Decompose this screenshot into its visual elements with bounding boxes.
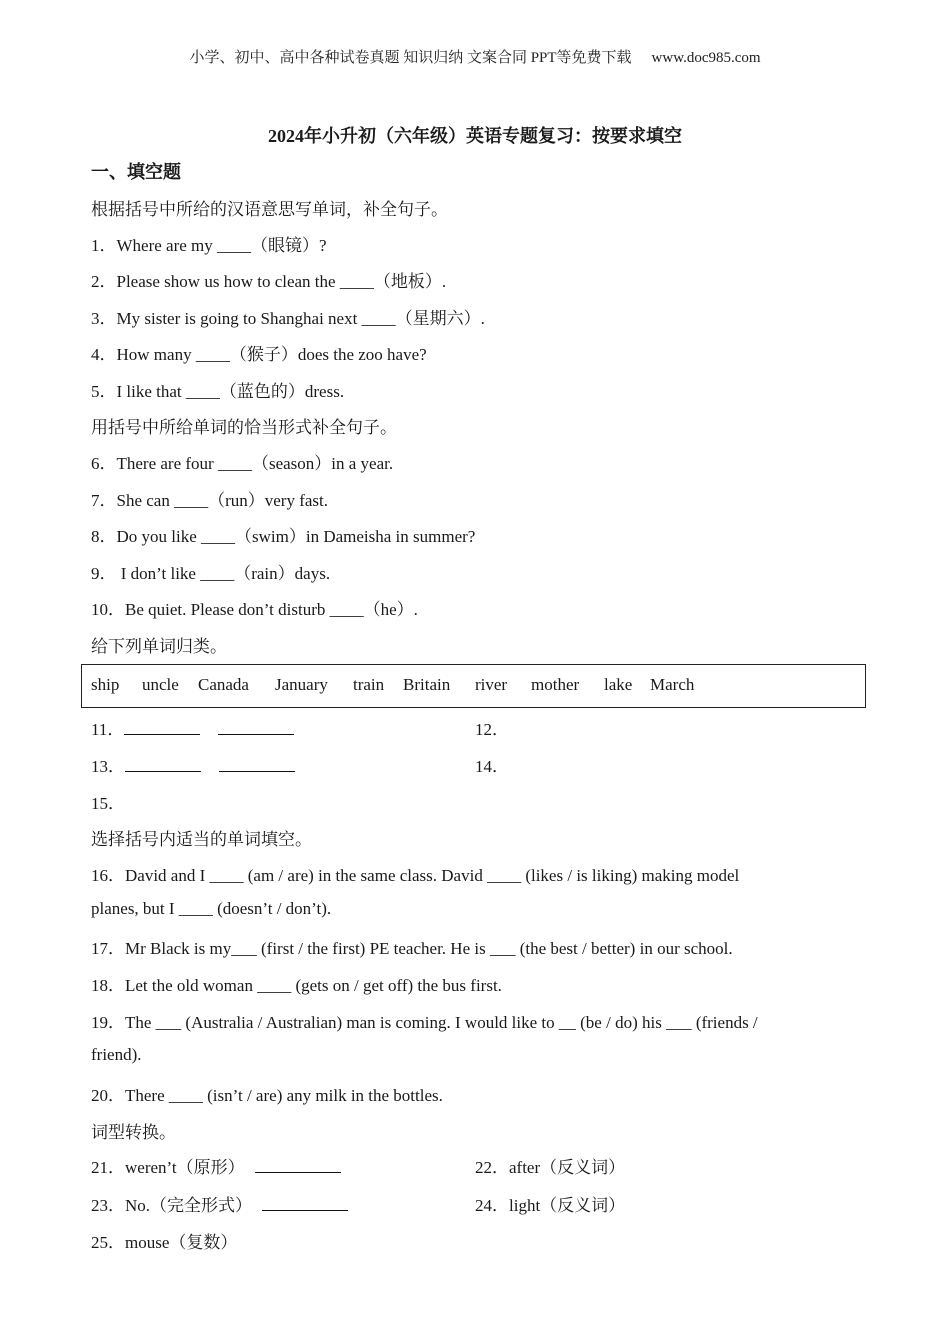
question-24: 24．light（反义词） xyxy=(475,1196,626,1215)
question-3: 3．My sister is going to Shanghai next ____（星期六）. xyxy=(91,309,485,328)
instruction-a: 根据括号中所给的汉语意思写单词，补全句子。 xyxy=(91,200,448,219)
header-text: 小学、初中、高中各种试卷真题 知识归纳 文案合同 PPT等免费下载 xyxy=(189,50,632,66)
word-item: river xyxy=(475,675,508,694)
word-item: Britain xyxy=(403,675,451,694)
word-item: lake xyxy=(604,675,633,694)
instruction-b: 用括号中所给单词的恰当形式补全句子。 xyxy=(91,418,397,437)
section-heading: 一、填空题 xyxy=(91,162,181,182)
question-23 xyxy=(91,1191,348,1216)
question-10: 10．Be quiet. Please don’t disturb ____（he）. xyxy=(91,600,418,619)
word-item: March xyxy=(650,675,695,694)
question-16-cont: planes, but I ____ (doesn’t / don’t). xyxy=(91,899,332,918)
instruction-c: 给下列单词归类。 xyxy=(91,637,227,656)
header-url: www.doc985.com xyxy=(651,50,761,66)
question-7: 7．She can ____（run）very fast. xyxy=(91,491,329,510)
question-2: 2．Please show us how to clean the ____（地板）. xyxy=(91,272,447,291)
question-number: 13． xyxy=(91,757,125,776)
word-item: uncle xyxy=(142,675,179,694)
question-9: 9． I don’t like ____（rain）days. xyxy=(91,564,331,583)
question-4: 4．How many ____（猴子）does the zoo have? xyxy=(91,345,427,364)
question-16: 16．David and I ____ (am / are) in the same class. David ____ (likes / is liking) making model xyxy=(91,866,740,885)
answer-blank[interactable] xyxy=(262,1196,348,1211)
question-text: 23．No.（完全形式） xyxy=(91,1196,253,1215)
question-25: 25．mouse（复数） xyxy=(91,1233,238,1252)
answer-blank[interactable] xyxy=(255,1158,341,1173)
question-8: 8．Do you like ____（swim）in Dameisha in summer? xyxy=(91,527,476,546)
word-item: January xyxy=(275,675,328,694)
question-17: 17．Mr Black is my___ (first / the first) PE teacher. He is ___ (the best / better) in our school. xyxy=(91,939,733,958)
page-header xyxy=(0,46,950,67)
question-19-cont: friend). xyxy=(91,1045,142,1064)
question-6: 6．There are four ____（season）in a year. xyxy=(91,454,394,473)
classify-13 xyxy=(91,752,295,777)
question-text: 21．weren’t（原形） xyxy=(91,1158,245,1177)
classify-15: 15． xyxy=(91,794,125,813)
document-title: 2024年小升初（六年级）英语专题复习：按要求填空 xyxy=(268,126,682,146)
word-item: mother xyxy=(531,675,580,694)
question-number: 11． xyxy=(91,720,125,739)
answer-blank[interactable] xyxy=(124,720,200,735)
answer-blank[interactable] xyxy=(218,720,294,735)
question-1: 1．Where are my ____（眼镜）? xyxy=(91,236,327,255)
word-item: Canada xyxy=(198,675,249,694)
question-5: 5．I like that ____（蓝色的）dress. xyxy=(91,382,345,401)
question-22: 22．after（反义词） xyxy=(475,1158,626,1177)
word-box xyxy=(81,664,866,708)
question-19: 19．The ___ (Australia / Australian) man is coming. I would like to __ (be / do) his ___ (friends / xyxy=(91,1013,758,1032)
question-21 xyxy=(91,1153,341,1178)
question-18: 18．Let the old woman ____ (gets on / get off) the bus first. xyxy=(91,976,502,995)
answer-blank[interactable] xyxy=(219,757,295,772)
classify-12: 12． xyxy=(475,720,509,739)
classify-11 xyxy=(91,715,294,740)
classify-14: 14． xyxy=(475,757,509,776)
instruction-e: 词型转换。 xyxy=(91,1123,176,1142)
word-item: train xyxy=(353,675,385,694)
question-20: 20．There ____ (isn’t / are) any milk in the bottles. xyxy=(91,1086,443,1105)
instruction-d: 选择括号内适当的单词填空。 xyxy=(91,830,312,849)
word-item: ship xyxy=(91,675,120,694)
answer-blank[interactable] xyxy=(125,757,201,772)
